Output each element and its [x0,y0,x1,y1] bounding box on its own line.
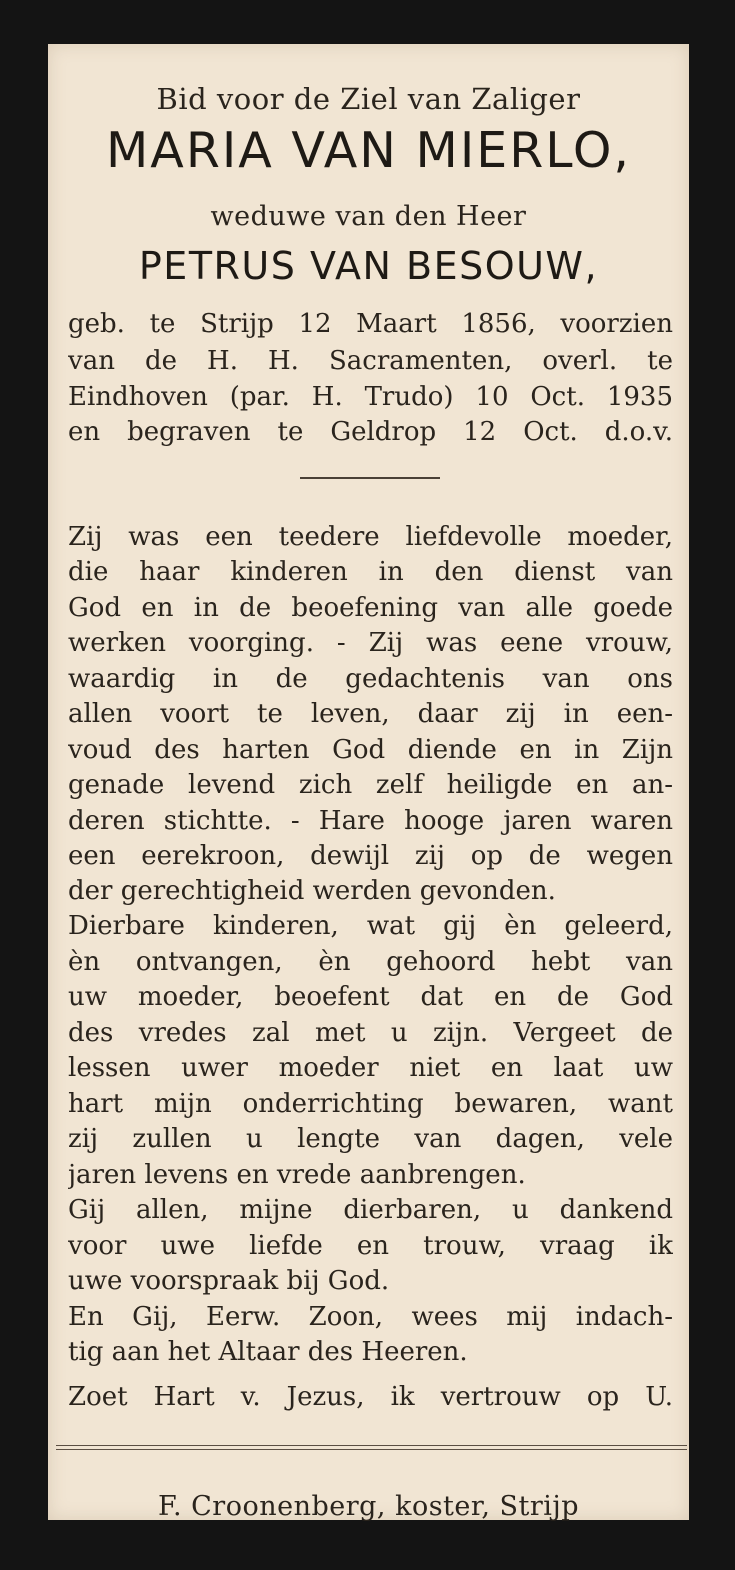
body-line: zij zullen u lengte van dagen, vele [68,1124,673,1154]
body-line: voud des harten God diende en in Zijn [68,735,673,765]
body-line: uw moeder, beoefent dat en de God [68,982,673,1012]
body-line: Zij was een teedere liefdevolle moeder, [68,522,673,552]
body-line: tig aan het Altaar des Heeren. [68,1337,468,1367]
body-line: Dierbare kinderen, wat gij èn geleerd, [68,911,673,941]
body-line: God en in de beoefening van alle goede [68,593,673,623]
body-line: hart mijn onderrichting bewaren, want [68,1089,673,1119]
body-line: werken voorging. - Zij was eene vrouw, [68,628,673,658]
body-line: der gerechtigheid werden gevonden. [68,876,556,906]
body-line: allen voort te leven, daar zij in een- [68,699,673,729]
bio-line: en begraven te Geldrop 12 Oct. d.o.v. [68,417,673,447]
divider-rule [300,477,440,479]
body-line: Zoet Hart v. Jezus, ik vertrouw op U. [68,1382,673,1412]
relation-line: weduwe van den Heer [210,201,527,232]
body-line: èn ontvangen, èn gehoord hebt van [68,947,673,977]
body-line: des vredes zal met u zijn. Vergeet de [68,1018,673,1048]
printer-credit: F. Croonenberg, koster, Strijp [157,1491,580,1522]
body-line: deren stichtte. - Hare hooge jaren waren [68,806,673,836]
body-line: waardig in de gedachtenis van ons [68,664,673,694]
bio-line: Eindhoven (par. H. Trudo) 10 Oct. 1935 [68,382,673,412]
body-line: jaren levens en vrede aanbrengen. [68,1160,526,1190]
body-line: genade levend zich zelf heiligde en an- [68,770,673,800]
bio-line: geb. te Strijp 12 Maart 1856, voorzien [68,309,673,339]
spouse-name: PETRUS VAN BESOUW, [138,244,599,288]
memorial-card [48,44,689,1520]
body-line: voor uwe liefde en trouw, vraag ik [68,1231,673,1261]
footer-rule [56,1445,687,1450]
body-line: die haar kinderen in den dienst van [68,557,673,587]
body-line: een eerekroon, dewijl zij op de wegen [68,841,673,871]
body-line: Gij allen, mijne dierbaren, u dankend [68,1195,673,1225]
deceased-name: MARIA VAN MIERLO, [106,122,631,179]
body-line: En Gij, Eerw. Zoon, wees mij indach- [68,1302,673,1332]
body-line: uwe voorspraak bij God. [68,1266,390,1296]
intro-line: Bid voor de Ziel van Zaliger [156,82,581,116]
bio-line: van de H. H. Sacramenten, overl. te [68,346,673,376]
body-line: lessen uwer moeder niet en laat uw [68,1053,673,1083]
